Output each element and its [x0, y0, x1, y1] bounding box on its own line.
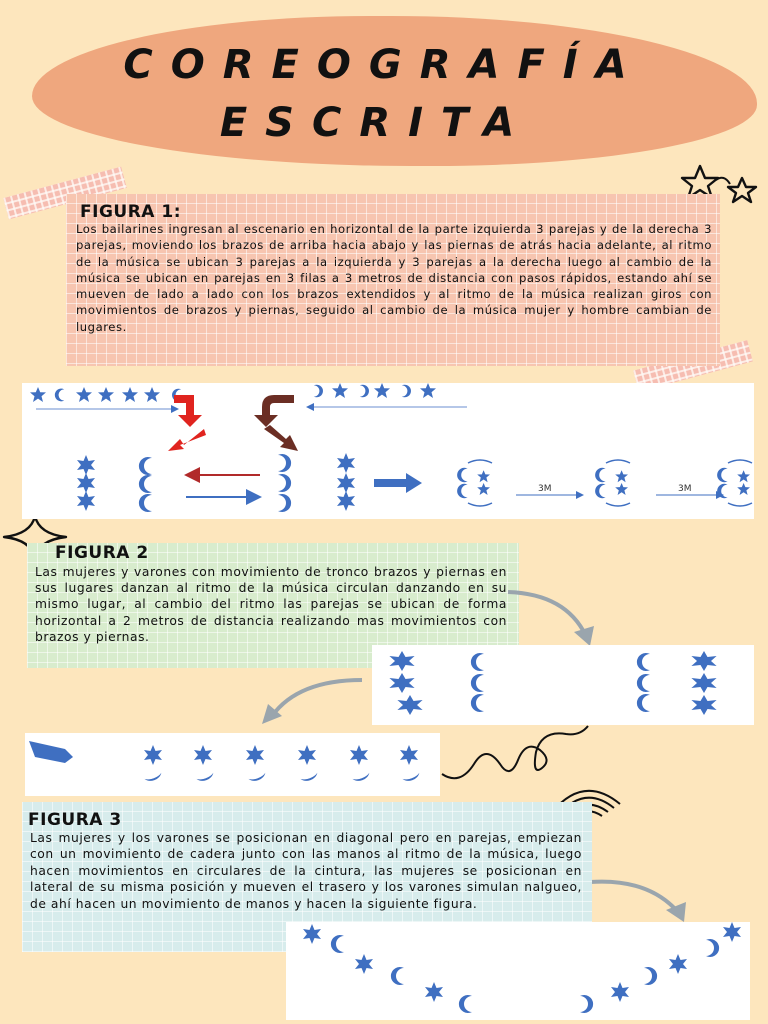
- figure-2-diagram-b: [25, 733, 440, 796]
- figure-3-text: Las mujeres y los varones se posicionan en diagonal pero en parejas, empiezan con un movimiento de cadera junto con las manos al ritmo de la música, luego hacen movimientos en circulares de la cintura, las mujeres se posicionan en lateral de su misma posición y mueven el trasero y los varones simulan nalgueo, de ahí hacen un movimiento de manos y hacen la siguiente figura.: [30, 831, 582, 911]
- figure-1-text: Los bailarines ingresan al escenario en horizontal de la parte izquierda 3 parejas y de la derecha 3 parejas, moviendo los brazos de arriba hacia abajo y las piernas de atrás hacia adelante, al ritmo de la música se ubican 3 parejas a la izquierda y 3 parejas a la derecha luego al cambio de la música se ubican en parejas en 3 filas a 3 metros de distancia con pasos rápidos, estando ahí se mueven de lado a lado con los brazos extendidos y al ritmo de la música realizan giros con movimientos de brazos y piernas, seguido al cambio de la música mujer y hombre cambian de lugares.: [76, 222, 712, 334]
- squiggle-doodle-icon: [440, 716, 590, 786]
- figure-3-title: FIGURA 3: [28, 810, 122, 830]
- page-title-line-2: ESCRITA: [219, 100, 533, 146]
- figure-2-title: FIGURA 2: [55, 543, 149, 563]
- figure-1-diagram-svg: [22, 383, 754, 519]
- figure-1-diagram: [22, 383, 754, 519]
- figure-3-diagram: [286, 922, 750, 1020]
- page-title-line-1: COREOGRAFÍA: [123, 42, 645, 88]
- gray-arrow-1: [506, 588, 596, 650]
- distance-label-2: 3M: [678, 484, 692, 494]
- figure-2-text: Las mujeres y varones con movimiento de tronco brazos y piernas en sus lugares danzan al ritmo de la música circulan danzando en su mismo lugar, al cambio del ritmo las parejas se ubican de forma horizontal a 2 metros de distancia realizando mas movimientos con brazos y piernas.: [35, 565, 507, 644]
- figure-1-panel: [66, 194, 720, 366]
- figure-1-title: FIGURA 1:: [80, 202, 181, 222]
- figure-2-diagram-a: [372, 645, 754, 725]
- distance-label-1: 3M: [538, 484, 552, 494]
- gray-arrow-3: [588, 876, 692, 926]
- gray-arrow-2: [258, 676, 366, 730]
